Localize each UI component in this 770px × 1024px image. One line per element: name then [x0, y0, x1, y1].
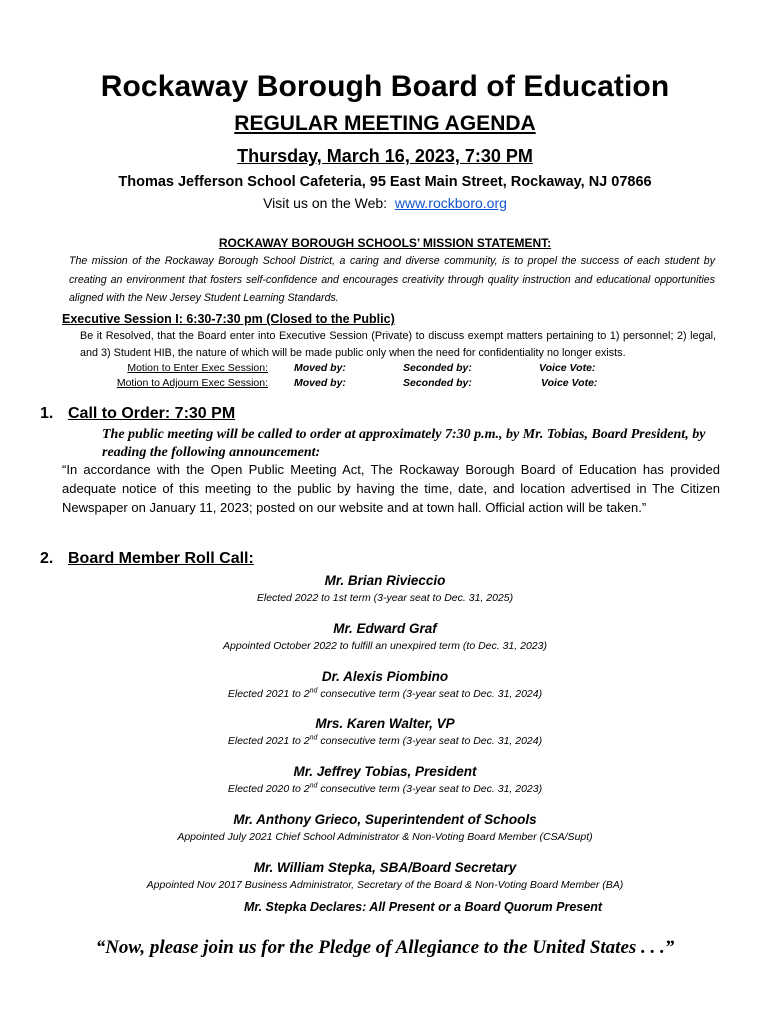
member-name: Mr. Brian Rivieccio: [324, 573, 446, 588]
meeting-date: Thursday, March 16, 2023, 7:30 PM: [237, 146, 533, 166]
member-term: Appointed Nov 2017 Business Administrator, Secretary of the Board & Non-Voting Board Member (BA): [146, 879, 624, 891]
member-name: Mr. Anthony Grieco, Superintendent of Schools: [233, 812, 537, 827]
motion-enter-label: Motion to Enter Exec Session:: [127, 362, 268, 374]
website-line: [0, 195, 770, 211]
open-meeting-statement: “In accordance with the Open Public Meeting Act, The Rockaway Borough Board of Education has provided adequate notice of this meeting to the public by having the time, date, and location advertised in The Citizen Newspaper on January 11, 2023; posted on our website and at town hall. Official action will be taken.”: [62, 462, 720, 515]
section-title: Call to Order: 7:30 PM: [68, 405, 236, 422]
motion-enter-seconded: Seconded by:: [403, 362, 472, 374]
member-term: Elected 2020 to 2nd consecutive term (3-year seat to Dec. 31, 2023): [227, 782, 543, 795]
member-name: Mr. William Stepka, SBA/Board Secretary: [253, 860, 517, 875]
board-member: [0, 669, 770, 700]
member-term: Elected 2022 to 1st term (3-year seat to Dec. 31, 2025): [256, 592, 514, 604]
motion-adjourn-label: Motion to Adjourn Exec Session:: [116, 377, 268, 389]
call-to-order-heading: [40, 405, 235, 423]
board-member: [0, 573, 770, 604]
website-link[interactable]: www.rockboro.org: [394, 195, 507, 211]
section-number: 1.: [40, 405, 54, 422]
board-member: [0, 716, 770, 747]
executive-session-text: Be it Resolved, that the Board enter into Executive Session (Private) to discuss exempt matters pertaining to 1) personnel; 2) legal, and 3) Student HIB, the nature of which will be made public only when the need for confidentiality no longer exists.: [80, 330, 716, 359]
board-title: Rockaway Borough Board of Education: [100, 70, 670, 103]
board-member: [0, 812, 770, 843]
executive-session-heading: Executive Session I: 6:30-7:30 pm (Closed to the Public): [62, 312, 395, 326]
member-term: Elected 2021 to 2nd consecutive term (3-year seat to Dec. 31, 2024): [227, 687, 543, 700]
motion-adjourn-seconded: Seconded by:: [403, 377, 472, 389]
member-term: Appointed October 2022 to fulfill an unexpired term (to Dec. 31, 2023): [223, 640, 547, 652]
member-name: Dr. Alexis Piombino: [321, 669, 449, 684]
call-to-order-instruction: The public meeting will be called to order at approximately 7:30 p.m., by Mr. Tobias, Board President, by reading the following announcement:: [102, 427, 706, 460]
board-member: [0, 860, 770, 891]
website-label: Visit us on the Web:: [263, 195, 388, 211]
board-member: [0, 621, 770, 652]
member-name: Mr. Edward Graf: [333, 621, 437, 636]
meeting-location: Thomas Jefferson School Cafeteria, 95 East Main Street, Rockaway, NJ 07866: [118, 174, 652, 190]
motion-enter-moved: Moved by:: [294, 362, 346, 374]
motion-adjourn-moved: Moved by:: [294, 377, 346, 389]
member-term: Appointed July 2021 Chief School Administrator & Non-Voting Board Member (CSA/Supt): [177, 831, 593, 843]
mission-heading: ROCKAWAY BOROUGH SCHOOLS’ MISSION STATEMENT:: [218, 236, 552, 250]
member-name: Mr. Jeffrey Tobias, President: [293, 764, 477, 779]
roll-call-heading: [40, 550, 254, 568]
section-number: 2.: [40, 550, 54, 567]
pledge-of-allegiance: “Now, please join us for the Pledge of Allegiance to the United States . . .”: [95, 937, 675, 958]
motion-enter-voice: Voice Vote:: [539, 362, 596, 374]
section-title: Board Member Roll Call:: [68, 550, 254, 567]
member-term: Elected 2021 to 2nd consecutive term (3-year seat to Dec. 31, 2024): [227, 734, 543, 747]
mission-text: The mission of the Rockaway Borough School District, a caring and diverse community, is to propel the success of each student by creating an environment that fosters self-confidence and encourages creativity through quality instruction and educational opportunities aligned with the New Jersey Student Learning Standards.: [69, 255, 715, 304]
board-member: [0, 764, 770, 795]
quorum-declaration: Mr. Stepka Declares: All Present or a Board Quorum Present: [244, 900, 602, 914]
member-name: Mrs. Karen Walter, VP: [315, 716, 455, 731]
agenda-subtitle: REGULAR MEETING AGENDA: [234, 112, 536, 135]
motion-adjourn-voice: Voice Vote:: [541, 377, 598, 389]
